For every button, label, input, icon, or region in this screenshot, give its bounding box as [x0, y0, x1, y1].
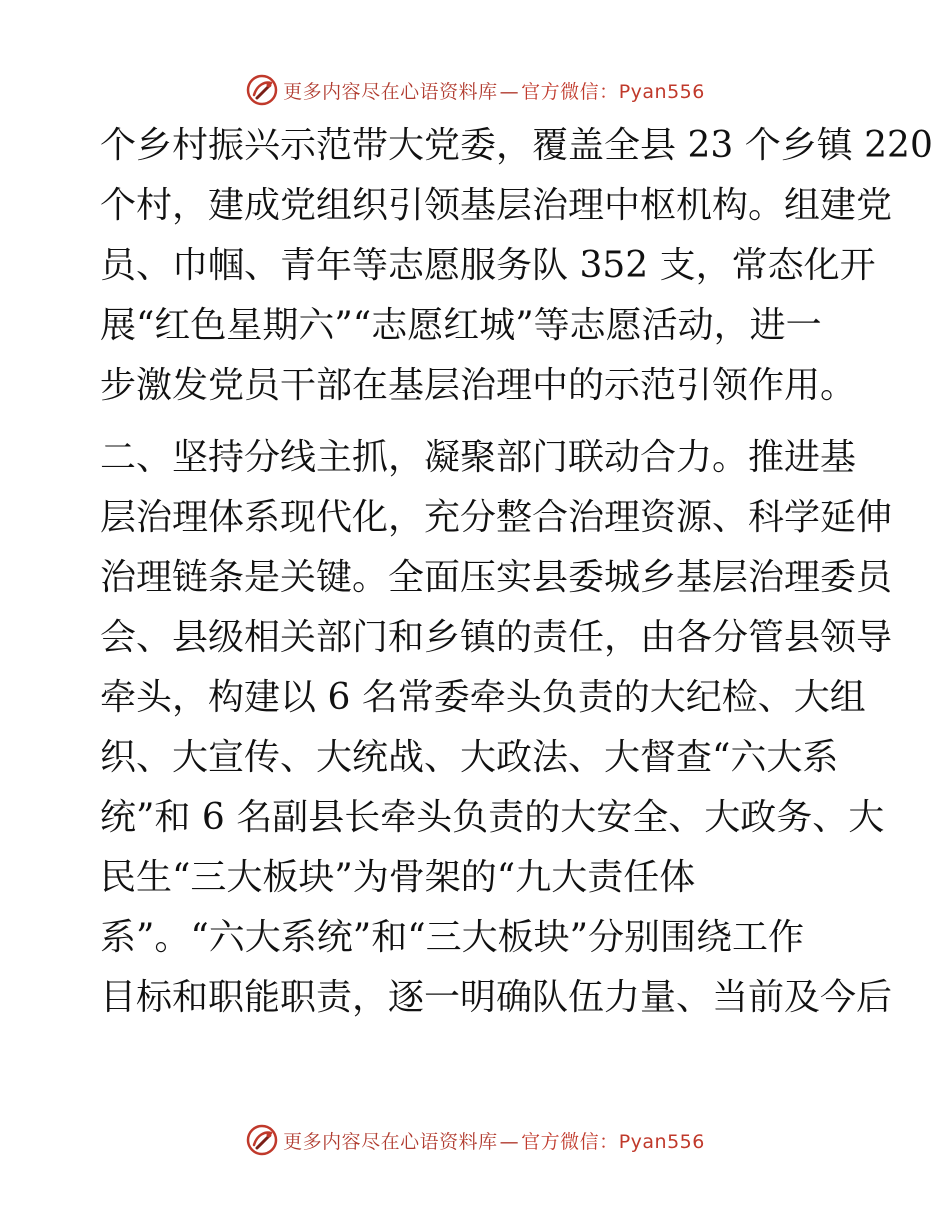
- body-line: 治理链条是关键。全面压实县委城乡基层治理委员: [100, 557, 893, 598]
- section-heading-line: 二、坚持分线主抓，凝聚部门联动合力。推进基: [100, 437, 857, 478]
- body-line: 步激发党员干部在基层治理中的示范引领作用。: [100, 365, 857, 406]
- body-line: 员、巾帼、青年等志愿服务队 352 支，常态化开: [100, 245, 876, 286]
- body-line: 目标和职能职责，逐一明确队伍力量、当前及今后: [100, 977, 893, 1018]
- watermark-wechat-id: Pyan556: [618, 1130, 705, 1153]
- watermark-text: [283, 1127, 705, 1154]
- body-line: 织、大宣传、大统战、大政法、大督查“六大系: [100, 737, 839, 778]
- watermark-dash: —: [499, 80, 520, 103]
- body-line: 系”。“六大系统”和“三大板块”分别围绕工作: [100, 917, 805, 958]
- body-line: 层治理体系现代化，充分整合治理资源、科学延伸: [100, 497, 893, 538]
- watermark-brand: 更多内容尽在心语资料库: [283, 80, 498, 103]
- body-line: 个村，建成党组织引领基层治理中枢机构。组建党: [100, 185, 893, 226]
- body-line: 个乡村振兴示范带大党委，覆盖全县 23 个乡镇 220: [100, 125, 933, 166]
- seal-logo-icon: [245, 73, 279, 107]
- watermark-official-label: 官方微信：: [521, 80, 619, 103]
- watermark-brand: 更多内容尽在心语资料库: [283, 1130, 498, 1153]
- header-watermark: [0, 68, 950, 112]
- body-line: 牵头，构建以 6 名常委牵头负责的大纪检、大组: [100, 677, 866, 718]
- body-line: 民生“三大板块”为骨架的“九大责任体: [100, 857, 696, 898]
- footer-watermark: [0, 1118, 950, 1162]
- watermark-wechat-id: Pyan556: [618, 80, 705, 103]
- watermark-text: [283, 77, 705, 104]
- watermark-official-label: 官方微信：: [521, 1130, 619, 1153]
- body-line: 统”和 6 名副县长牵头负责的大安全、大政务、大: [100, 797, 885, 838]
- body-line: 展“红色星期六”“志愿红城”等志愿活动，进一: [100, 305, 822, 346]
- watermark-dash: —: [499, 1130, 520, 1153]
- seal-logo-icon: [245, 1123, 279, 1157]
- body-line: 会、县级相关部门和乡镇的责任，由各分管县领导: [100, 617, 893, 658]
